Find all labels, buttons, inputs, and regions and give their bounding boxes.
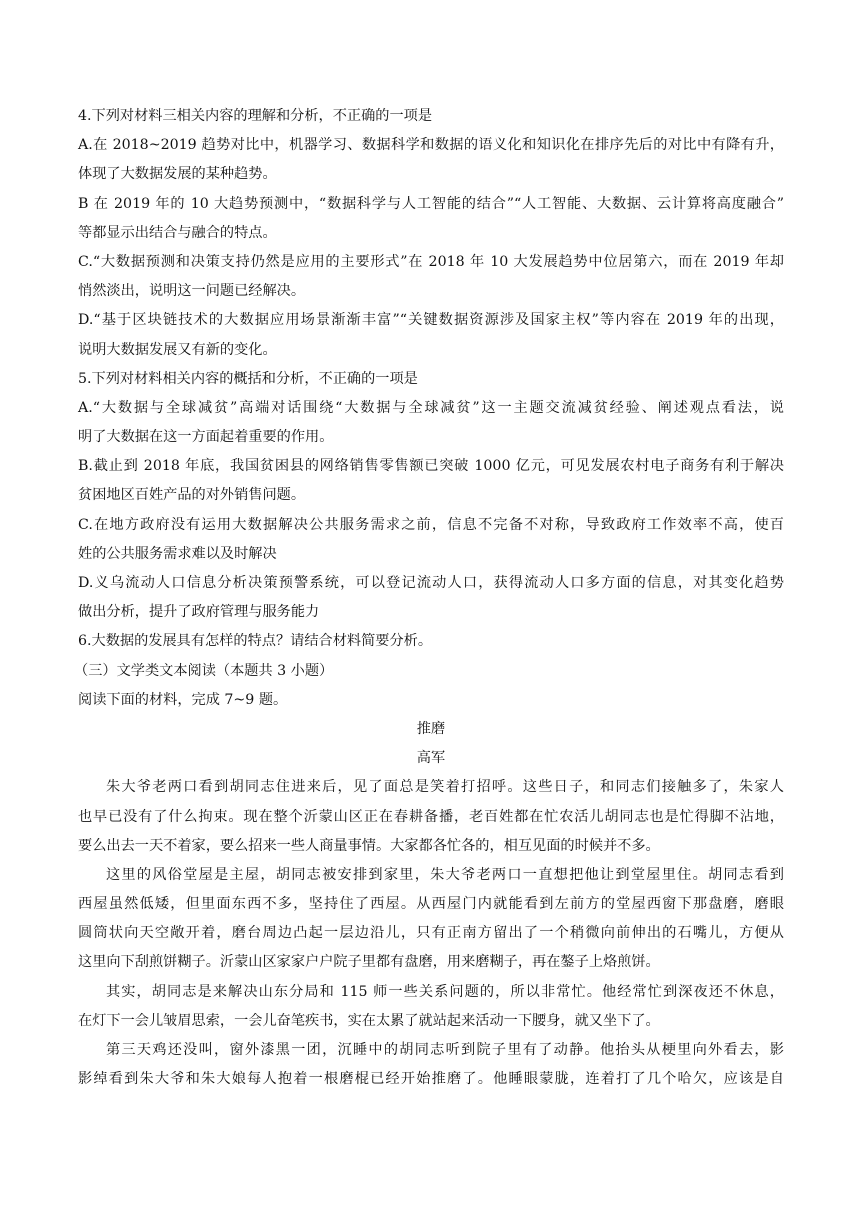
- paragraph-line: 第三天鸡还没叫，窗外漆黑一团，沉睡中的胡同志听到院子里有了动静。他抬头从梗里向外看去，影: [106, 1042, 784, 1058]
- q4-option-d-line2: 说明大数据发展又有新的变化。: [78, 341, 277, 358]
- q5-option-a-line1: A.“大数据与全球减贫”高端对话围绕“大数据与全球减贫”这一主题交流减贫经验、阐述观点看法，说: [78, 399, 784, 416]
- paragraph-line: 要么出去一天不着家，要么招来一些人商量事情。大家都各忙各的，相互见面的时候并不多。: [78, 837, 660, 854]
- article-paragraph-3: [78, 978, 784, 1036]
- paragraph-line: 这里向下刮煎饼糊子。沂蒙山区家家户户院子里都有盘磨，用来磨糊子，再在鏊子上烙煎饼。: [78, 954, 660, 971]
- q4-stem: 4.下列对材料三相关内容的理解和分析，不正确的一项是: [78, 108, 433, 124]
- section-heading: （三）文学类文本阅读（本题共 3 小题）: [74, 662, 334, 679]
- q4-option-a-line2: 体现了大数据发展的某种趋势。: [78, 166, 277, 183]
- q5-option-d-line1: D.义乌流动人口信息分析决策预警系统，可以登记流动人口，获得流动人口多方面的信息，对其变化趋势: [78, 575, 784, 591]
- q5-option-c-line2: 姓的公共服务需求难以及时解决: [78, 545, 277, 562]
- article-author: 高军: [416, 750, 446, 767]
- q5-option-c-line1: C.在地方政府没有运用大数据解决公共服务需求之前，信息不完备不对称，导致政府工作效率不高，使百: [78, 516, 784, 533]
- paragraph-line: 圆筒状向天空敞开着，磨台周边凸起一层边沿儿，只有正南方留出了一个稍微向前伸出的石嘴儿，方便从: [78, 925, 784, 942]
- paragraph-line: 在灯下一会儿皱眉思索，一会儿奋笔疾书，实在太累了就站起来活动一下腰身，就又坐下了。: [78, 1012, 660, 1029]
- article-title: 推磨: [416, 720, 446, 737]
- paragraph-line: 西屋虽然低矮，但里面东西不多，坚持住了西屋。从西屋门内就能看到左前方的堂屋西窗下那盘磨，磨眼: [78, 896, 784, 913]
- paragraph-line: 朱大爷老两口看到胡同志住进来后，见了面总是笑着打招呼。这些日子，和同志们接触多了，朱家人: [106, 779, 784, 796]
- q4-option-d-line1: D.“基于区块链技术的大数据应用场景渐渐丰富”“关键数据资源涉及国家主权”等内容在 2019 年的出现，: [78, 312, 784, 329]
- q6-stem: 6.大数据的发展具有怎样的特点？请结合材料简要分析。: [78, 633, 433, 650]
- q4-option-c-line2: 悄然淡出，说明这一问题已经解决。: [78, 283, 306, 300]
- q5-option-d-line2: 做出分析，提升了政府管理与服务能力: [78, 604, 320, 621]
- section-instruction: 阅读下面的材料，完成 7~9 题。: [78, 691, 288, 708]
- q5-option-b-line1: B.截止到 2018 年底，我国贫困县的网络销售零售额已突破 1000 亿元，可见发展农村电子商务有利于解决: [78, 458, 784, 475]
- document-page: [74, 102, 784, 1094]
- paragraph-line: 影绰看到朱大爷和朱大娘每人抱着一根磨棍已经开始推磨了。他睡眼蒙胧，连着打了几个哈欠，应该是自: [78, 1071, 784, 1088]
- q5-option-a-line2: 明了大数据在这一方面起着重要的作用。: [78, 429, 334, 446]
- q4-option-b-line2: 等都显示出结合与融合的特点。: [78, 224, 277, 241]
- q4-option-c-line1: C.“大数据预测和决策支持仍然是应用的主要形式”在 2018 年 10 大发展趋势中位居第六，而在 2019 年却: [78, 253, 784, 270]
- paragraph-line: 其实，胡同志是来解决山东分局和 115 师一些关系问题的，所以非常忙。他经常忙到深夜还不休息，: [106, 983, 784, 1000]
- article-paragraph-1: [78, 773, 784, 861]
- article-paragraph-4: [78, 1036, 784, 1094]
- paragraph-line: 也早已没有了什么拘束。现在整个沂蒙山区正在春耕备播，老百姓都在忙农活儿胡同志也是忙得脚不沾地，: [78, 808, 784, 825]
- q4-option-b-line1: B 在 2019 年的 10 大趋势预测中，“数据科学与人工智能的结合”“人工智能、大数据、云计算将高度融合”: [78, 195, 784, 212]
- q5-option-b-line2: 贫困地区百姓产品的对外销售问题。: [78, 487, 306, 504]
- q4-option-a-line1: A.在 2018~2019 趋势对比中，机器学习、数据科学和数据的语义化和知识化在排序先后的对比中有降有升，: [78, 137, 784, 154]
- article-paragraph-2: [78, 861, 784, 978]
- paragraph-line: 这里的风俗堂屋是主屋，胡同志被安排到家里，朱大爷老两口一直想把他让到堂屋里住。胡同志看到: [106, 866, 784, 883]
- q5-stem: 5.下列对材料相关内容的概括和分析，不正确的一项是: [78, 370, 418, 387]
